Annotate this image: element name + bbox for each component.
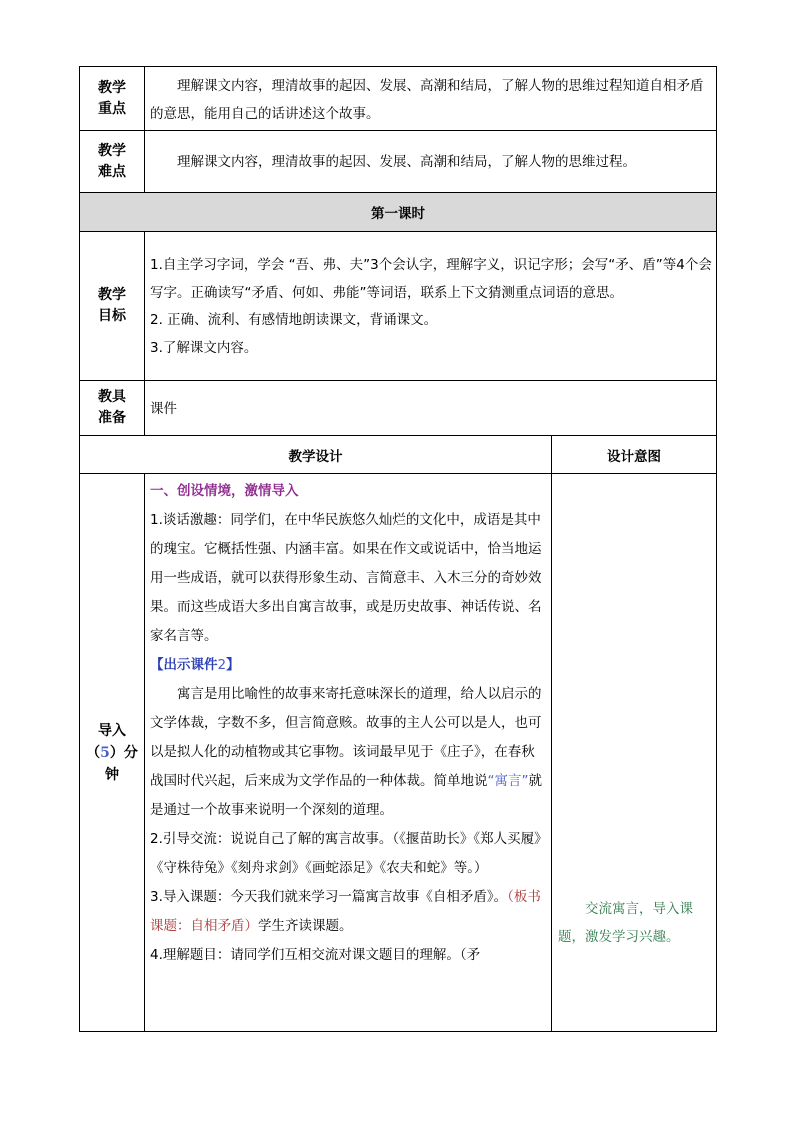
- intro-row: [80, 474, 717, 1032]
- intro-paragraph: 3.导入课题：今天我们就来学习一篇寓言故事《自相矛盾》。（板书课题：自相矛盾）学生齐读课题。: [150, 889, 541, 934]
- materials-row: [80, 381, 717, 436]
- design-header-left: 教学设计: [80, 436, 552, 474]
- intro-paragraph: 4.理解题目：请同学们互相交流对课文题目的理解。（矛: [150, 947, 481, 963]
- intro-content: [145, 474, 552, 1032]
- lesson-header: 第一课时: [80, 193, 717, 232]
- show-courseware-label: 【出示课件2】: [150, 657, 240, 673]
- intro-label: 导入 （5）分 钟: [80, 474, 145, 1032]
- objectives-row: [80, 232, 717, 381]
- materials-text: 课件: [145, 381, 717, 436]
- key-points-label: 教学 重点: [80, 67, 145, 131]
- lesson-plan-table: [79, 66, 717, 1032]
- key-points-text: 理解课文内容，理清故事的起因、发展、高潮和结局，了解人物的思维过程知道自相矛盾的意思，能用自己的话讲述这个故事。: [145, 67, 717, 131]
- design-header-right: 设计意图: [552, 436, 717, 474]
- difficulties-row: [80, 131, 717, 193]
- objective-item: 1.自主学习字词，学会 “吾、弗、夫”3个会认字，理解字义，识记字形；会写“矛、盾”等4个会写字。正确读写“矛盾、何如、弗能”等词语，联系上下文猜测重点词语的意思。: [150, 257, 712, 301]
- materials-label: 教具 准备: [80, 381, 145, 436]
- intro-paragraph: 1.谈话激趣：同学们，在中华民族悠久灿烂的文化中，成语是其中的瑰宝。它概括性强、内涵丰富。如果在作文或说话中，恰当地运用一些成语，就可以获得形象生动、言简意丰、入木三分的奇妙效果。而这些成语大多出自寓言故事，或是历史故事、神话传说、名家名言等。: [150, 512, 542, 644]
- lesson-header-row: [80, 193, 717, 232]
- intro-paragraph: 寓言是用比喻性的故事来寄托意味深长的道理，给人以启示的文学体裁，字数不多，但言简意赅。故事的主人公可以是人，也可以是拟人化的动植物或其它事物。该词最早见于《庄子》，在春秋战国时代兴起，后来成为文学作品的一种体裁。简单地说“寓言”就是通过一个故事来说明一个深刻的道理。: [150, 686, 542, 818]
- key-points-row: [80, 67, 717, 131]
- intro-paragraph: 2.引导交流：说说自己了解的寓言故事。（《揠苗助长》《郑人买履》《守株待兔》《刻舟求剑》《画蛇添足》《农夫和蛇》等。）: [150, 831, 541, 876]
- difficulties-text: 理解课文内容，理清故事的起因、发展、高潮和结局，了解人物的思维过程。: [145, 131, 717, 193]
- objective-item: 3.了解课文内容。: [150, 339, 258, 356]
- intro-minutes: 5: [100, 744, 110, 761]
- objectives-label: 教学 目标: [80, 232, 145, 381]
- difficulties-label: 教学 难点: [80, 131, 145, 193]
- design-header-row: [80, 436, 717, 474]
- objective-item: 2. 正确、流利、有感情地朗读课文，背诵课文。: [150, 312, 438, 328]
- intro-heading: 一、创设情境，激情导入: [150, 483, 299, 499]
- design-intent: 交流寓言，导入课题，激发学习兴趣。: [552, 474, 717, 1032]
- objectives-list: [145, 232, 717, 381]
